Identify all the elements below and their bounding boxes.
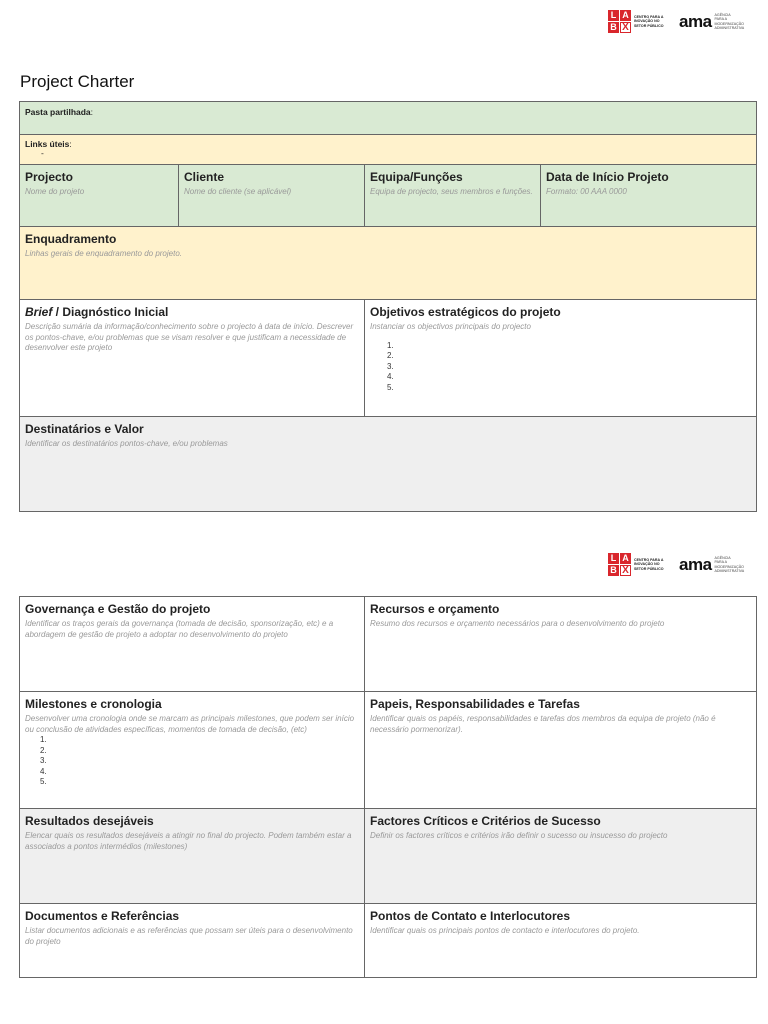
charter-table-1 xyxy=(19,101,757,512)
header-logos xyxy=(608,10,745,33)
list-item: 5. xyxy=(40,777,47,786)
ama-logo: ama xyxy=(679,11,712,31)
labx-logo-text: CENTRO PARA A INOVAÇÃO NO SETOR PÚBLICO xyxy=(634,15,664,28)
equipa-cell[interactable]: Equipa/Funções Equipa de projecto, seus membros e funções. xyxy=(365,165,541,226)
ama-logo: ama xyxy=(679,554,712,574)
documentos-cell[interactable]: Documentos e Referências Listar documentos adicionais e as referências que possam ser úteis para o desenvolvimento do projeto xyxy=(20,904,365,977)
recursos-cell[interactable]: Recursos e orçamento Resumo dos recursos e orçamento necessários para o desenvolvimento do projeto xyxy=(365,597,756,691)
list-item: 1. xyxy=(387,340,394,350)
governanca-cell[interactable]: Governança e Gestão do projeto Identificar os traços gerais da governança (tomada de decisão, sponsorização, etc) e a abordagem de gestão de projeto a adoptar no desenvolvimento do projeto xyxy=(20,597,365,691)
pontos-contato-cell[interactable]: Pontos de Contato e Interlocutores Identificar quais os principais pontos de contacto e interlocutores do projeto. xyxy=(365,904,756,977)
projecto-cell[interactable]: Projecto Nome do projeto xyxy=(20,165,179,226)
pasta-partilhada-cell[interactable]: Pasta partilhada: xyxy=(20,102,756,134)
milestones-list xyxy=(40,735,359,788)
objetivos-cell[interactable]: Objetivos estratégicos do projeto Instanciar os objectivos principais do projecto 1. 2. 3. 4. 5. xyxy=(365,300,756,416)
page-title: Project Charter xyxy=(20,72,135,91)
list-item: 4. xyxy=(387,372,394,381)
ama-logo-text: AGÊNCIA PARA A MODERNIZAÇÃO ADMINISTRATIVA xyxy=(714,13,745,30)
list-item: 3. xyxy=(387,361,394,371)
list-item: 4. xyxy=(40,766,47,776)
list-item: 3. xyxy=(40,756,47,765)
resultados-cell[interactable]: Resultados desejáveis Elencar quais os resultados desejáveis a atingir no final do projecto. Podem também estar a associados a pontos intermédios (milestones) xyxy=(20,809,365,903)
factores-cell[interactable]: Factores Críticos e Critérios de Sucesso Definir os factores críticos e critérios irão definir o sucesso ou insucesso do projecto xyxy=(365,809,756,903)
list-item: 2. xyxy=(40,745,47,755)
ama-logo-text: AGÊNCIA PARA A MODERNIZAÇÃO ADMINISTRATIVA xyxy=(714,556,745,573)
labx-logo: L A B X xyxy=(608,553,631,576)
enquadramento-cell[interactable]: Enquadramento Linhas gerais de enquadramento do projeto. xyxy=(20,227,756,299)
labx-logo-text: CENTRO PARA A INOVAÇÃO NO SETOR PÚBLICO xyxy=(634,558,664,571)
destinatarios-cell[interactable]: Destinatários e Valor Identificar os destinatários pontos-chave, e/ou problemas xyxy=(20,417,756,511)
header-logos-page-2 xyxy=(608,553,745,576)
data-inicio-cell[interactable]: Data de Início Projeto Formato: 00 AAA 0000 xyxy=(541,165,756,226)
papeis-cell[interactable]: Papeis, Responsabilidades e Tarefas Identificar quais os papéis, responsabilidades e tarefas dos membros da equipa de projeto (não é necessário pormenorizar). xyxy=(365,692,756,808)
labx-logo: L A B X xyxy=(608,10,631,33)
links-uteis-cell[interactable]: Links úteis: - xyxy=(20,135,756,164)
brief-cell[interactable]: Brief / Diagnóstico Inicial Descrição sumária da informação/conhecimento sobre o projecto à data de início. Descrever os pontos-chave, e/ou problemas que se visam resolver e que justificam a necessidade de desenvolver este projeto xyxy=(20,300,365,416)
list-item: 5. xyxy=(387,382,394,392)
list-item: 1. xyxy=(40,735,47,744)
charter-table-2 xyxy=(19,596,757,978)
objetivos-list xyxy=(387,341,751,394)
milestones-cell[interactable]: Milestones e cronologia Desenvolver uma cronologia onde se marcam as principais milestones, que podem ser início ou conclusão de atividades específicas, momentos de tomada de decisão, (etc) 1. 2. 3. 4. 5. xyxy=(20,692,365,808)
cliente-cell[interactable]: Cliente Nome do cliente (se aplicável) xyxy=(179,165,365,226)
list-item: 2. xyxy=(387,351,394,360)
